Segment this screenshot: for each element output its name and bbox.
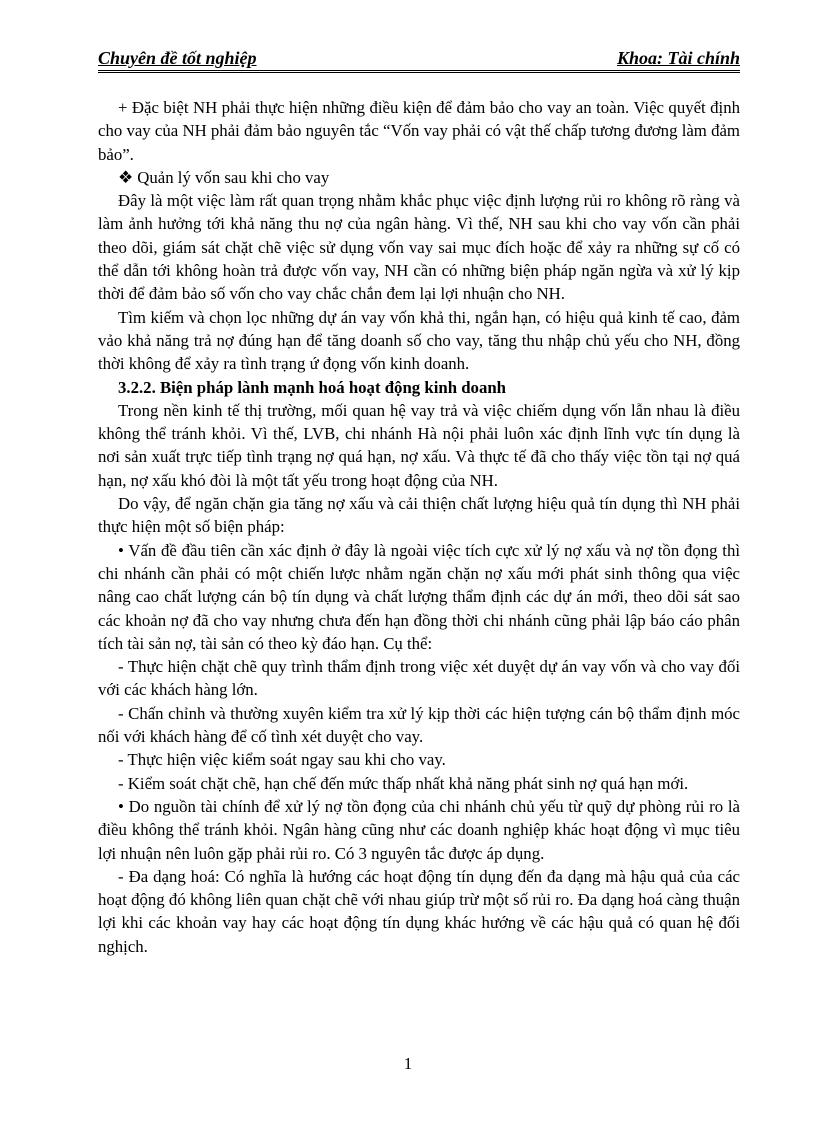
dash-item: - Đa dạng hoá: Có nghĩa là hướng các hoạt động tín dụng đến đa dạng mà hậu quả của các hoạt động đó không liên quan chặt chẽ với nhau giúp trừ một số rủi ro. Đa dạng hoá càng thuận lợi khi các khoản vay hay các hoạt động tín dụng khác hướng về các hậu quả có quan hệ đối nghịch. [98, 866, 740, 956]
dash-item: - Kiểm soát chặt chẽ, hạn chế đến mức thấp nhất khả năng phát sinh nợ quá hạn mới. [118, 773, 689, 793]
dash-item: - Thực hiện việc kiểm soát ngay sau khi cho vay. [118, 750, 446, 770]
paragraph: Tìm kiếm và chọn lọc những dự án vay vốn khả thi, ngắn hạn, có hiệu quả kinh tế cao, đảm vảo khả năng trả nợ đúng hạn để tăng doanh số cho vay, tăng thu nhập chủ yếu cho NH, đồng thời không để xảy ra tình trạng ứ đọng vốn kinh doanh. [98, 307, 740, 374]
bullet-item: • Do nguồn tài chính để xử lý nợ tồn đọng của chi nhánh chủ yếu từ quỹ dự phòng rủi ro là điều không thể tránh khỏi. Ngân hàng cũng như các doanh nghiệp khác hoạt động vì mục tiêu lợi nhuận nên luôn gặp phải rủi ro. Có 3 nguyên tắc được áp dụng. [98, 796, 740, 863]
dash-item: - Thực hiện chặt chẽ quy trình thẩm định trong việc xét duyệt dự án vay vốn và cho vay đối với các khách hàng lớn. [98, 657, 740, 700]
dash-item: - Chấn chỉnh và thường xuyên kiểm tra xử lý kịp thời các hiện tượng cán bộ thẩm định móc nối với khách hàng để cố tình xét duyệt cho vay. [98, 703, 740, 747]
bullet-item: • Vấn đề đầu tiên cần xác định ở đây là ngoài việc tích cực xử lý nợ xấu và nợ tồn đọng thì chi nhánh cần phải có một chiến lược nhằm ngăn chặn nợ xấu mới phát sinh thông qua việc nâng cao chất lượng cán bộ tín dụng và chất lượng thẩm định các dự án mới, theo dõi sát sao các khoản nợ đã cho vay nhưng chưa đến hạn đồng thời chi nhánh cũng phải lập báo cáo phân tích tài sản nợ, tài sản có theo kỳ đáo hạn. Cụ thể: [98, 540, 740, 653]
paragraph: + Đặc biệt NH phải thực hiện những điều kiện để đảm bảo cho vay an toàn. Việc quyết định cho vay của NH phải đảm bảo nguyên tắc “Vốn vay phải có vật thế chấp tương đương làm đảm bảo”. [98, 98, 740, 164]
section-heading: 3.2.2. Biện pháp lành mạnh hoá hoạt động kinh doanh [118, 377, 507, 397]
paragraph: Đây là một việc làm rất quan trọng nhằm khắc phục việc định lượng rủi ro không rõ ràng và làm ảnh hưởng tới khả năng thu nợ của ngân hàng. Vì thế, NH sau khi cho vay vốn cần phải theo dõi, giám sát chặt chẽ việc sử dụng vốn vay sai mục đích hoặc để xảy ra những sự cố có thể dẫn tới không hoàn trả được vốn vay, NH cần có những biện pháp ngăn ngừa và xử lý kịp thời để đảm bảo số vốn cho vay chắc chắn đem lại lợi nhuận cho NH. [98, 191, 740, 304]
document-body [98, 96, 740, 958]
paragraph: Do vậy, để ngăn chặn gia tăng nợ xấu và cải thiện chất lượng hiệu quả tín dụng thì NH phải thực hiện một số biện pháp: [98, 494, 740, 537]
page-header [98, 48, 740, 73]
paragraph: Trong nền kinh tế thị trường, mối quan hệ vay trả và việc chiếm dụng vốn lẫn nhau là điều không thể tránh khỏi. Vì thế, LVB, chi nhánh Hà nội phải luôn xác định lĩnh vực tín dụng là nơi sản xuất trực tiếp tình trạng nợ quá hạn, nợ xấu. Và thực tế đã cho thấy việc tồn tại nợ quá hạn, nợ xấu khó đòi là một tất yếu trong hoạt động của NH. [98, 400, 740, 490]
page-number: 1 [403, 1054, 413, 1073]
header-right-title: Khoa: Tài chính [616, 48, 740, 68]
section-subheading: ❖ Quản lý vốn sau khi cho vay [118, 167, 330, 187]
header-left-title: Chuyên đề tốt nghiệp [98, 48, 257, 68]
